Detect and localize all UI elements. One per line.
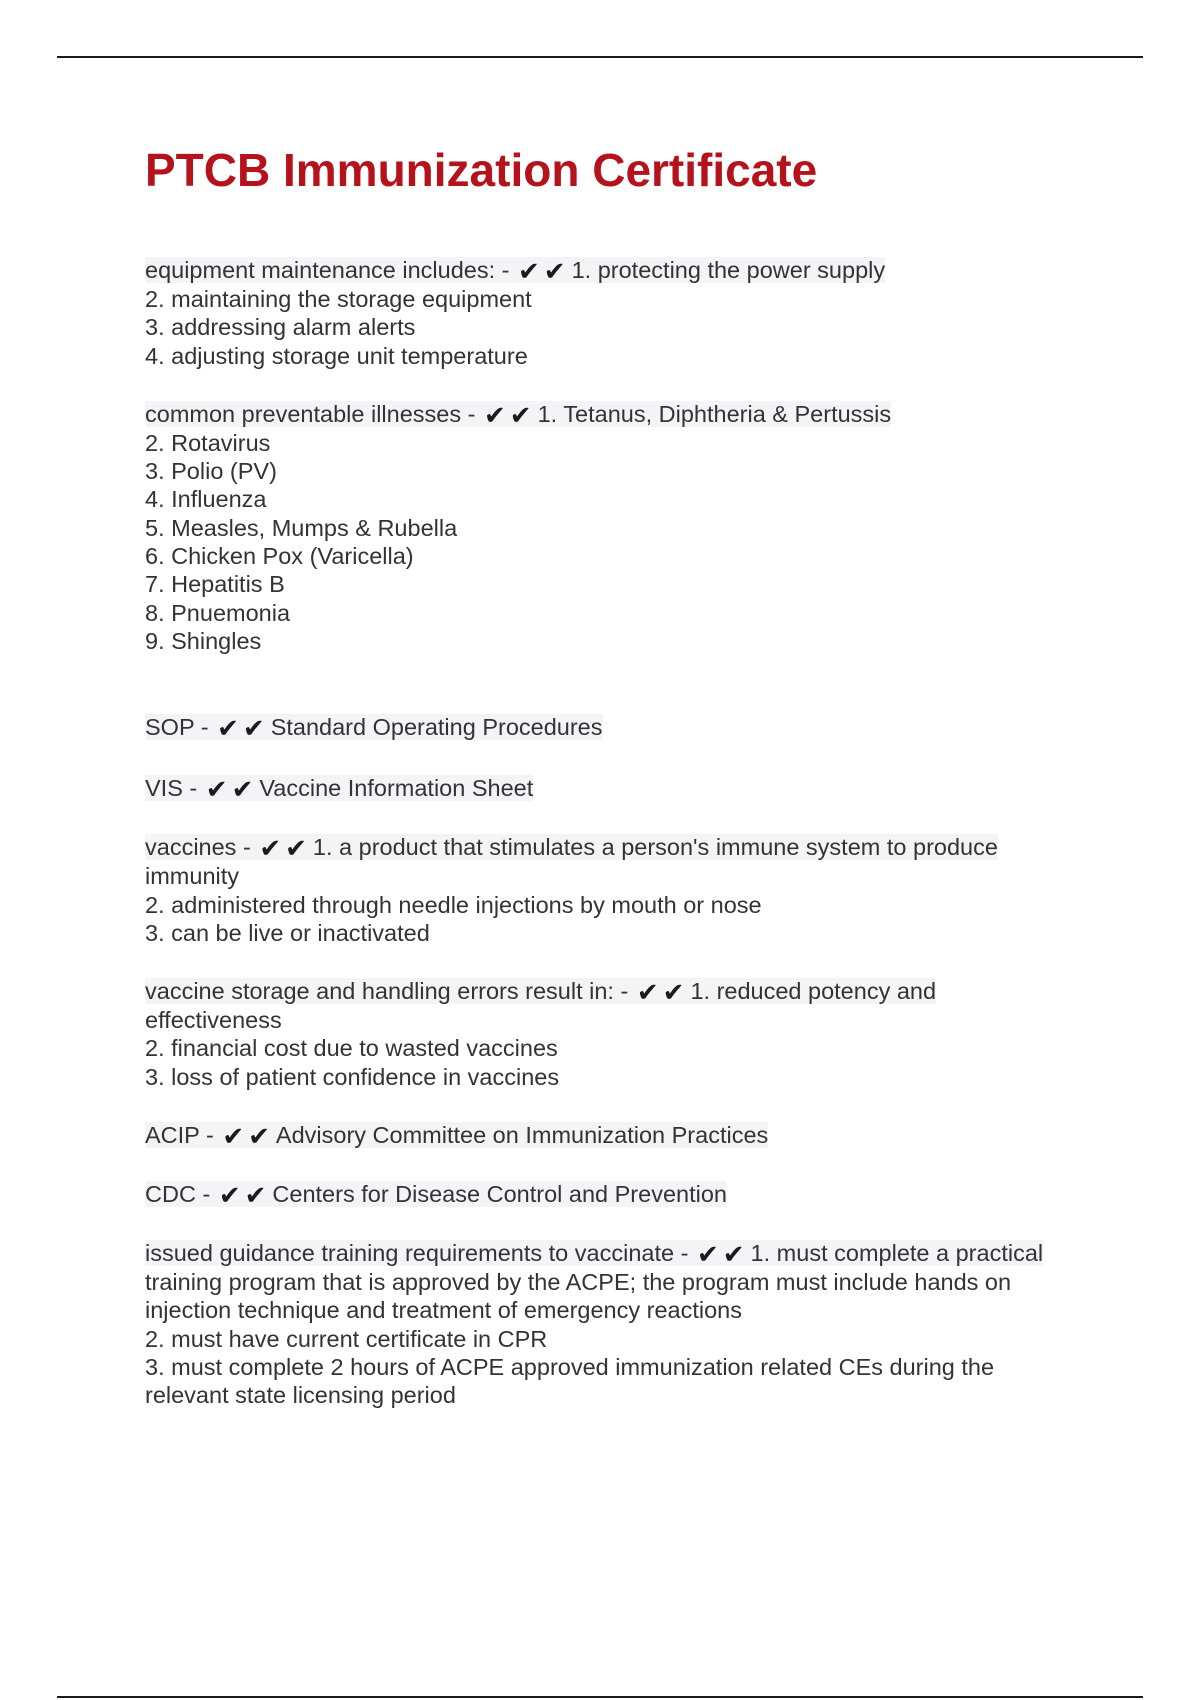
card-line: 4. adjusting storage unit temperature xyxy=(145,342,528,369)
check-marks xyxy=(205,774,258,806)
card-line: 3. must complete 2 hours of ACPE approved immunization related CEs during the xyxy=(145,1353,995,1380)
card-line: training program that is approved by the ACPE; the program must include hands on xyxy=(145,1269,1012,1296)
check-mark-icon: ✔ xyxy=(509,400,532,431)
card-answer: Standard Operating Procedures xyxy=(270,714,603,741)
card-answer: 1. must complete a practical xyxy=(750,1240,1044,1267)
card-term: vaccines - xyxy=(145,834,251,861)
card-line: 2. must have current certificate in CPR xyxy=(145,1325,548,1352)
check-mark-icon: ✔ xyxy=(205,775,228,806)
card-term: VIS - xyxy=(145,775,198,802)
flashcard-list xyxy=(145,256,1145,1410)
card-term: vaccine storage and handling errors result in: - xyxy=(145,978,629,1005)
card-line: 9. Shingles xyxy=(145,627,262,654)
card-line: 7. Hepatitis B xyxy=(145,571,285,598)
check-mark-icon: ✔ xyxy=(696,1240,719,1271)
top-rule xyxy=(57,56,1143,58)
card-answer: Advisory Committee on Immunization Practices xyxy=(275,1122,769,1149)
card-line: injection technique and treatment of emergency reactions xyxy=(145,1297,742,1324)
check-mark-icon: ✔ xyxy=(217,714,239,745)
flashcard xyxy=(145,774,1145,806)
check-marks xyxy=(218,1180,271,1212)
card-answer: 1. a product that stimulates a person's immune system to produce xyxy=(312,834,998,861)
card-line: 3. can be live or inactivated xyxy=(145,919,430,946)
check-marks xyxy=(222,1121,274,1153)
check-mark-icon: ✔ xyxy=(662,978,685,1009)
check-mark-icon: ✔ xyxy=(222,1122,245,1153)
card-line: 2. Rotavirus xyxy=(145,429,271,456)
check-mark-icon: ✔ xyxy=(259,834,282,865)
card-term: SOP - xyxy=(145,714,209,741)
check-marks xyxy=(259,833,311,865)
card-line: 3. addressing alarm alerts xyxy=(145,314,416,341)
card-term: CDC - xyxy=(145,1181,211,1208)
card-answer: Vaccine Information Sheet xyxy=(259,775,534,802)
check-marks xyxy=(217,713,269,745)
check-marks xyxy=(636,977,689,1009)
flashcard xyxy=(145,1180,1145,1212)
check-marks xyxy=(696,1239,749,1271)
page-title: PTCB Immunization Certificate xyxy=(145,144,818,196)
check-mark-icon: ✔ xyxy=(218,1181,241,1212)
card-line: 6. Chicken Pox (Varicella) xyxy=(145,543,414,570)
card-line: 3. Polio (PV) xyxy=(145,458,277,485)
flashcard xyxy=(145,833,1145,947)
card-line: 8. Pnuemonia xyxy=(145,599,291,626)
card-term: equipment maintenance includes: - xyxy=(145,257,510,283)
card-answer: Centers for Disease Control and Prevention xyxy=(272,1181,727,1208)
flashcard xyxy=(145,256,1145,370)
card-answer: 1. protecting the power supply xyxy=(571,257,886,283)
check-mark-icon: ✔ xyxy=(722,1240,745,1271)
card-term: common preventable illnesses - xyxy=(145,400,476,427)
card-answer: 1. Tetanus, Diphtheria & Pertussis xyxy=(537,400,892,427)
check-marks xyxy=(518,256,570,285)
card-term: issued guidance training requirements to vaccinate - xyxy=(145,1240,689,1267)
check-mark-icon: ✔ xyxy=(231,775,254,806)
card-line: immunity xyxy=(145,863,240,890)
check-marks xyxy=(484,400,536,429)
check-mark-icon: ✔ xyxy=(248,1122,270,1153)
card-line: 3. loss of patient confidence in vaccines xyxy=(145,1063,560,1090)
check-mark-icon: ✔ xyxy=(244,1181,267,1212)
card-line: 2. maintaining the storage equipment xyxy=(145,286,532,312)
check-mark-icon: ✔ xyxy=(636,978,659,1009)
card-line: effectiveness xyxy=(145,1007,282,1034)
check-mark-icon: ✔ xyxy=(518,257,540,287)
check-mark-icon: ✔ xyxy=(484,400,506,431)
check-mark-icon: ✔ xyxy=(285,834,307,865)
flashcard xyxy=(145,1239,1145,1409)
card-line: 5. Measles, Mumps & Rubella xyxy=(145,514,458,541)
check-mark-icon: ✔ xyxy=(543,257,566,287)
card-line: 2. administered through needle injections by mouth or nose xyxy=(145,891,762,918)
check-mark-icon: ✔ xyxy=(242,714,265,745)
card-answer: 1. reduced potency and xyxy=(690,978,937,1005)
bottom-rule xyxy=(57,1696,1143,1698)
flashcard xyxy=(145,1121,1145,1153)
flashcard xyxy=(145,977,1145,1091)
flashcard xyxy=(145,400,1145,655)
card-term: ACIP - xyxy=(145,1122,214,1149)
card-line: 2. financial cost due to wasted vaccines xyxy=(145,1035,558,1062)
card-line: 4. Influenza xyxy=(145,486,267,513)
flashcard xyxy=(145,713,1145,745)
card-line: relevant state licensing period xyxy=(145,1382,456,1409)
